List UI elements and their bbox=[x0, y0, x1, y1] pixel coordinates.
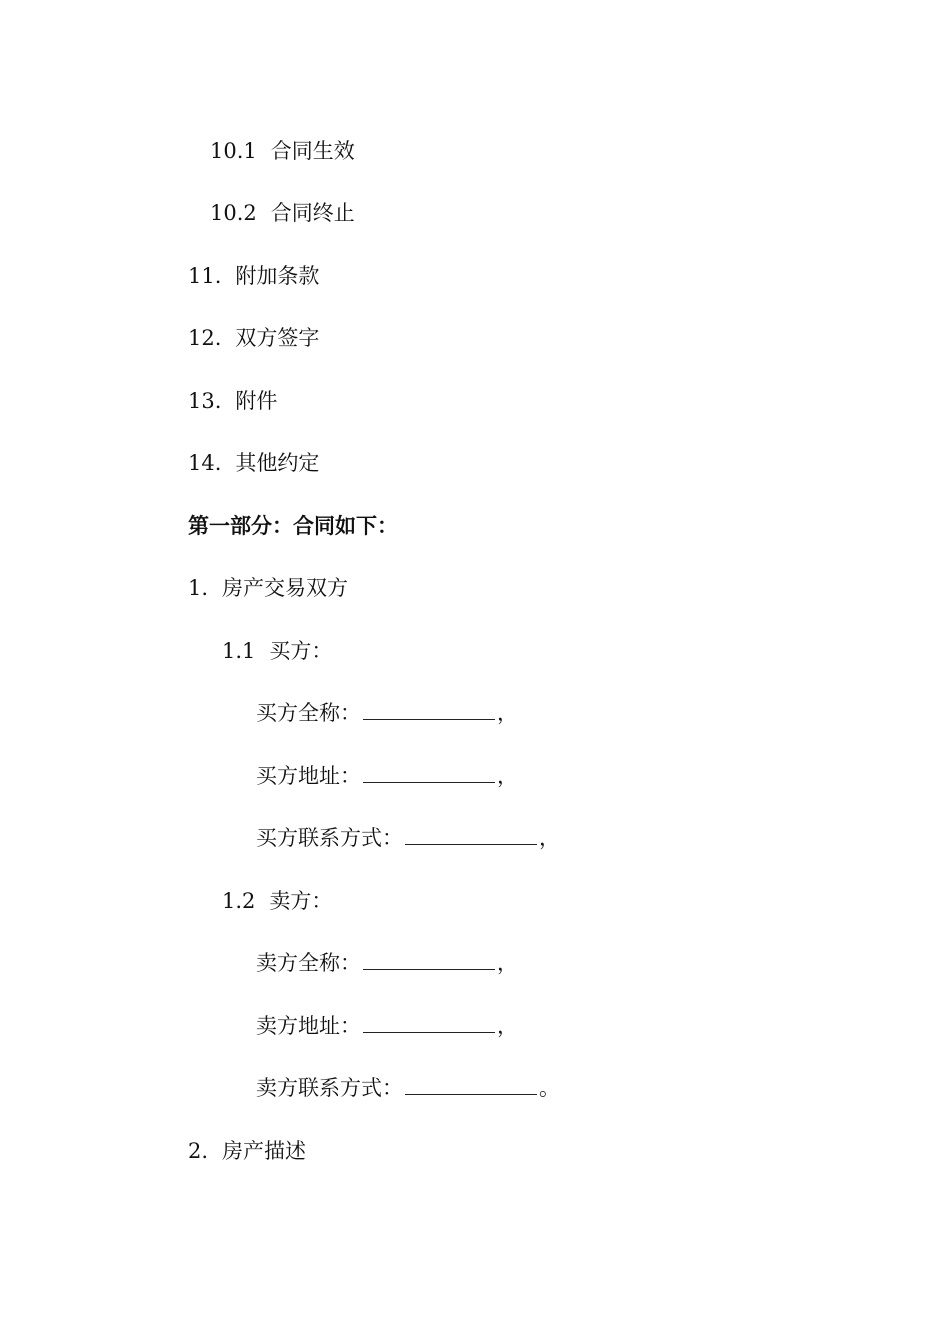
subsection-title: 卖方： bbox=[269, 889, 333, 913]
seller-contact-field bbox=[256, 1075, 560, 1101]
section-number: 1. bbox=[188, 576, 209, 600]
field-label: 买方全称： bbox=[256, 701, 361, 725]
field-label: 卖方全称： bbox=[256, 951, 361, 975]
subsection-seller-heading bbox=[222, 888, 332, 914]
field-punctuation: ， bbox=[497, 951, 518, 975]
fill-in-blank[interactable] bbox=[405, 826, 537, 845]
toc-item-12 bbox=[188, 325, 319, 351]
field-punctuation: ， bbox=[497, 764, 518, 788]
subsection-title: 买方： bbox=[269, 639, 333, 663]
fill-in-blank[interactable] bbox=[363, 951, 495, 970]
toc-text: 双方签字 bbox=[235, 326, 320, 350]
field-label: 买方地址： bbox=[256, 764, 361, 788]
field-label: 卖方联系方式： bbox=[256, 1076, 403, 1100]
section-title: 房产描述 bbox=[222, 1139, 307, 1163]
toc-text: 合同生效 bbox=[270, 139, 355, 163]
section-number: 2. bbox=[188, 1139, 209, 1163]
buyer-address-field bbox=[256, 763, 518, 789]
field-punctuation: ， bbox=[497, 1014, 518, 1038]
field-punctuation: ， bbox=[497, 701, 518, 725]
buyer-name-field bbox=[256, 700, 518, 726]
fill-in-blank[interactable] bbox=[405, 1076, 537, 1095]
toc-item-10-1 bbox=[210, 138, 355, 164]
toc-number: 10.2 bbox=[210, 201, 257, 225]
fill-in-blank[interactable] bbox=[363, 764, 495, 783]
section-title: 房产交易双方 bbox=[222, 576, 349, 600]
part-heading: 第一部分：合同如下： bbox=[188, 514, 398, 538]
buyer-contact-field bbox=[256, 825, 560, 851]
field-punctuation: 。 bbox=[539, 1076, 560, 1100]
toc-number: 11. bbox=[188, 264, 222, 288]
field-label: 卖方地址： bbox=[256, 1014, 361, 1038]
fill-in-blank[interactable] bbox=[363, 701, 495, 720]
subsection-buyer-heading bbox=[222, 638, 332, 664]
fill-in-blank[interactable] bbox=[363, 1014, 495, 1033]
toc-item-11 bbox=[188, 263, 319, 289]
toc-number: 10.1 bbox=[210, 139, 257, 163]
section-1-heading bbox=[188, 575, 348, 601]
field-punctuation: ， bbox=[539, 826, 560, 850]
toc-number: 13. bbox=[188, 389, 222, 413]
toc-text: 合同终止 bbox=[270, 201, 355, 225]
toc-item-10-2 bbox=[210, 200, 355, 226]
toc-number: 14. bbox=[188, 451, 222, 475]
toc-item-13 bbox=[188, 388, 277, 414]
toc-text: 附件 bbox=[235, 389, 278, 413]
subsection-number: 1.1 bbox=[222, 639, 256, 663]
toc-number: 12. bbox=[188, 326, 222, 350]
seller-name-field bbox=[256, 950, 518, 976]
section-2-heading bbox=[188, 1138, 306, 1164]
toc-text: 其他约定 bbox=[235, 451, 320, 475]
seller-address-field bbox=[256, 1013, 518, 1039]
toc-item-14 bbox=[188, 450, 319, 476]
toc-text: 附加条款 bbox=[235, 264, 320, 288]
field-label: 买方联系方式： bbox=[256, 826, 403, 850]
subsection-number: 1.2 bbox=[222, 889, 256, 913]
